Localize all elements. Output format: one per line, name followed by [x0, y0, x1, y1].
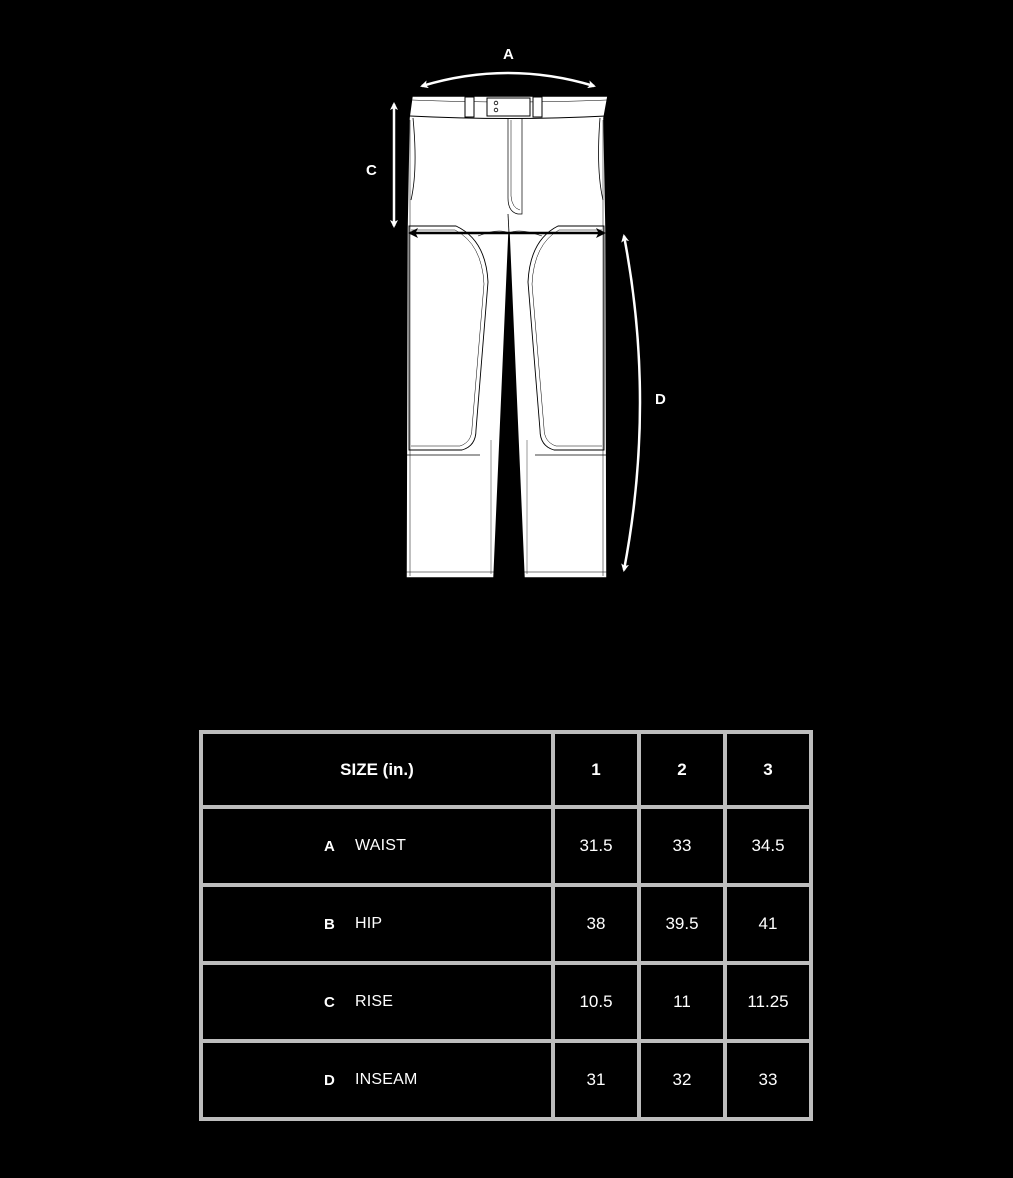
- label-d: D: [655, 391, 666, 408]
- table-row: [201, 963, 811, 1041]
- table-header-row: [201, 732, 811, 807]
- row-name: RISE: [355, 993, 394, 1010]
- waist-arrow: [422, 73, 594, 86]
- inseam-arrow: [624, 236, 640, 570]
- label-b: B: [421, 259, 432, 276]
- row-letter: B: [324, 915, 335, 933]
- table-cell: 31.5: [553, 807, 639, 885]
- label-c: C: [366, 162, 377, 179]
- row-label-cell: [201, 885, 553, 963]
- row-letter: D: [324, 1071, 335, 1089]
- table-row: [201, 1041, 811, 1119]
- table-cell: 41: [725, 885, 811, 963]
- label-a: A: [503, 46, 514, 63]
- pants-outline: [406, 96, 608, 578]
- belt-loop-left: [465, 97, 474, 117]
- row-letter: C: [324, 993, 335, 1011]
- header-size-1: 1: [553, 732, 639, 807]
- table-cell: 10.5: [553, 963, 639, 1041]
- header-size-2: 2: [639, 732, 725, 807]
- belt-loop-right: [533, 97, 542, 117]
- table-cell: 11.25: [725, 963, 811, 1041]
- header-size-3: 3: [725, 732, 811, 807]
- table-cell: 33: [725, 1041, 811, 1119]
- waistband-tab: [487, 98, 530, 116]
- header-size-label: SIZE (in.): [201, 732, 553, 807]
- table-cell: 39.5: [639, 885, 725, 963]
- row-label-cell: [201, 963, 553, 1041]
- table-cell: 31: [553, 1041, 639, 1119]
- row-name: WAIST: [355, 837, 407, 854]
- row-name: HIP: [355, 915, 383, 932]
- row-label-cell: [201, 807, 553, 885]
- table-row: [201, 885, 811, 963]
- table-row: [201, 807, 811, 885]
- row-name: INSEAM: [355, 1071, 418, 1088]
- table-cell: 38: [553, 885, 639, 963]
- table-cell: 11: [639, 963, 725, 1041]
- pants-drawing: [406, 96, 608, 578]
- table-cell: 32: [639, 1041, 725, 1119]
- row-label-cell: [201, 1041, 553, 1119]
- size-chart-table: [199, 730, 813, 1121]
- table-cell: 34.5: [725, 807, 811, 885]
- table-cell: 33: [639, 807, 725, 885]
- row-letter: A: [324, 837, 335, 855]
